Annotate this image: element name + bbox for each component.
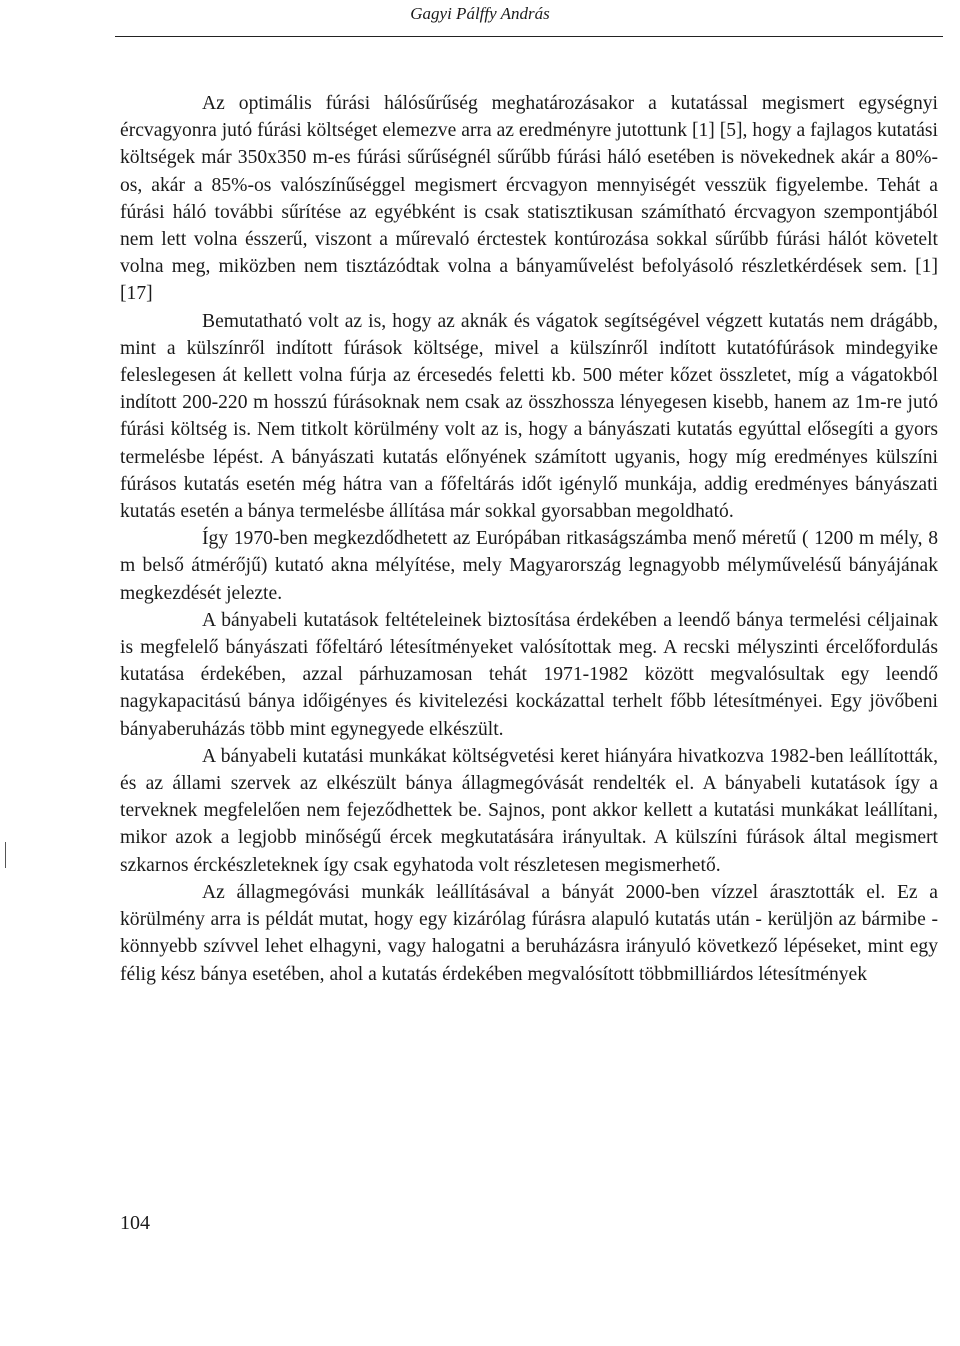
header-divider xyxy=(115,36,943,37)
paragraph: Így 1970-ben megkezdődhetett az Európában ritkaságszámba menő méretű ( 1200 m mély, 8 m belső átmérőjű) kutató akna mélyítése, mely Magyarország legnagyobb mélyművelésű bányájának megkezdését jelezte. xyxy=(120,528,938,604)
paragraph: Az állagmegóvási munkák leállításával a bányát 2000-ben vízzel árasztották el. Ez a körülmény arra is példát mutat, hogy egy kizárólag fúrásra alapuló kutatás után - kerüljön az bármibe - könnyebb szívvel lehet elhagyni, vagy halogatni a beruházásra irányuló következő lépéseket, mint egy félig kész bánya esetében, ahol a kutatás érdekében megvalósított többmilliárdos létesítmények xyxy=(120,881,938,985)
paragraph: A bányabeli kutatási munkákat költségvetési keret hiányára hivatkozva 1982-ben leállították, és az állami szervek az elkészült bánya állagmegóvását rendelték el. A bányabeli kutatások így a terveknek megfelelően nem fejeződhettek be. Sajnos, pont akkor kellett a kutatási munkákat leállítani, mikor azok a legjobb minőségű ércek megkutatására irányultak. A külszíni fúrások által megismert szkarnos érckészleteknek így csak egyhatoda volt részletesen megismerhető. xyxy=(120,745,938,876)
page-number: 104 xyxy=(120,1212,150,1234)
body-text xyxy=(120,90,938,988)
paragraph: A bányabeli kutatások feltételeinek biztosítása érdekében a leendő bánya termelési céljainak is megfelelő bányászati főfeltáró létesítményeket valósítottak meg. A recski mélyszinti ércelőfordulás kutatása érdekében, azzal párhuzamosan tehát 1971-1982 között megvalósultak egy leendő nagykapacitású bánya időigényes és kivitelezési kockázattal terhelt főbb létesítményei. Egy jövőbeni bányaberuházás több mint egynegyede elkészült. xyxy=(120,609,938,740)
paragraph: Bemutatható volt az is, hogy az aknák és vágatok segítségével végzett kutatás nem drágább, mint a külszínről indított fúrások költsége, mivel a külszínről indított kutatófúrások mindegyike feleslegesen át kellett volna fúrja az ércesedés feletti kb. 500 méter kőzet összletet, míg a vágatokból indított 200-220 m hosszú fúrásoknak nem csak az összhossza lényegesen kisebb, hanem az 1m-re jutó fúrási költség is. Nem titkolt körülmény volt az is, hogy a bányászati kutatás egyúttal elősegíti a gyors termelésbe lépést. A bányászati kutatás előnyének számított ugyanis, hogy míg eredményes külszíni fúrásos kutatás esetén még hátra van a főfeltárás időt igénylő munkája, addig eredményes bányászati kutatás esetén a bánya termelésbe állítása már sokkal gyorsabban megoldható. xyxy=(120,310,938,523)
running-head-author: Gagyi Pálffy András xyxy=(410,4,550,23)
paragraph: Az optimális fúrási hálósűrűség meghatározásakor a kutatással megismert egységnyi ércvagyonra jutó fúrási költséget elemezve arra az eredményre jutottunk [1] [5], hogy a fajlagos kutatási költségek már 350x350 m-es fúrási sűrűségnél sűrűbb fúrási háló esetében is növekednek akár a 80%-os, akár a 85%-os valószínűséggel megismert ércvagyon mennyiségét vesszük figyelembe. Tehát a fúrási háló további sűrítése az egyébként is csak statisztikusan számítható ércvagyon szempontjából nem lett volna ésszerű, viszont a műrevaló érctestek kontúrozása sokkal sűrűbb fúrási hálót követelt volna meg, miközben nem tisztázódtak volna a bányaművelést befolyásoló részletkérdések sem. [1] [17] xyxy=(120,93,938,305)
margin-mark xyxy=(5,842,6,868)
